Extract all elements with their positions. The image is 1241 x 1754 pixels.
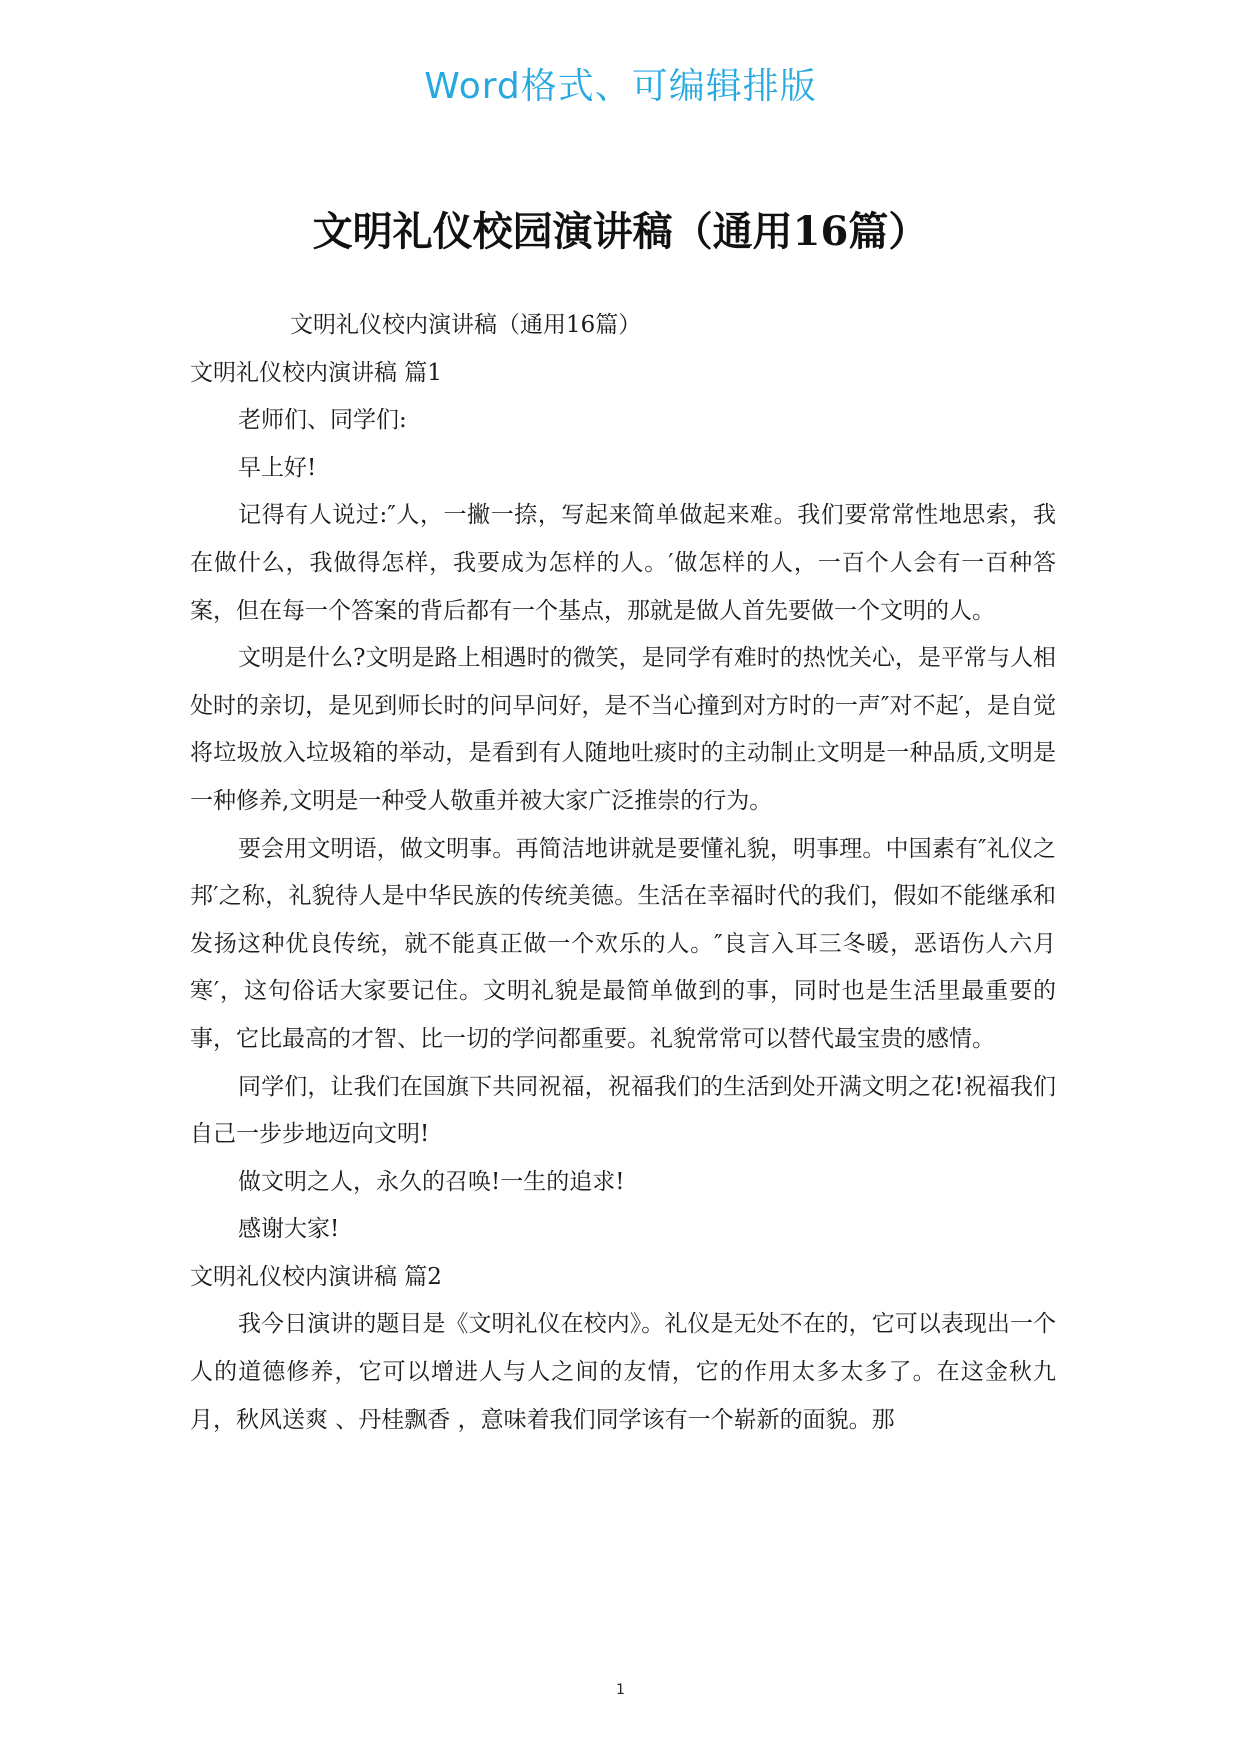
paragraph: 早上好! xyxy=(238,454,317,481)
document-banner: Word格式、可编辑排版 xyxy=(424,66,817,107)
paragraph: 文明是什么?文明是路上相遇时的微笑，是同学有难时的热忱关心，是平常与人相处时的亲切，是见到师长时的问早问好，是不当心撞到对方时的一声″对不起′，是自觉将垃圾放入垃圾箱的举动，是看到有人随地吐痰时的主动制止文明是一种品质,文明是一种修养,文明是一种受人敬重并被大家广泛推崇的行为。 xyxy=(190,645,1056,814)
paragraph: 同学们，让我们在国旗下共同祝福，祝福我们的生活到处开满文明之花!祝福我们自己一步步地迈向文明! xyxy=(190,1073,1056,1148)
section-heading: 文明礼仪校内演讲稿 篇1 xyxy=(190,359,442,386)
section-heading: 文明礼仪校内演讲稿 篇2 xyxy=(190,1263,442,1290)
paragraph: 记得有人说过:″人，一撇一捺，写起来简单做起来难。我们要常常性地思索，我在做什么，我做得怎样，我要成为怎样的人。′做怎样的人，一百个人会有一百种答案，但在每一个答案的背后都有一个基点，那就是做人首先要做一个文明的人。 xyxy=(190,502,1056,624)
paragraph: 老师们、同学们: xyxy=(238,407,407,434)
paragraph: 感谢大家! xyxy=(238,1216,340,1243)
document-subtitle: 文明礼仪校内演讲稿（通用16篇） xyxy=(290,312,642,338)
document-body xyxy=(190,302,1056,1444)
page-number: 1 xyxy=(616,1682,625,1698)
paragraph: 我今日演讲的题目是《文明礼仪在校内》。礼仪是无处不在的，它可以表现出一个人的道德修养，它可以增进人与人之间的友情，它的作用太多太多了。在这金秋九月，秋风送爽 、丹桂飘香 ，意味着我们同学该有一个崭新的面貌。那 xyxy=(190,1311,1056,1433)
document-title: 文明礼仪校园演讲稿（通用16篇） xyxy=(312,208,929,255)
paragraph: 要会用文明语，做文明事。再简洁地讲就是要懂礼貌，明事理。中国素有″礼仪之邦′之称，礼貌待人是中华民族的传统美德。生活在幸福时代的我们，假如不能继承和发扬这种优良传统，就不能真正做一个欢乐的人。″良言入耳三冬暖，恶语伤人六月寒′，这句俗话大家要记住。文明礼貌是最简单做到的事，同时也是生活里最重要的事，它比最高的才智、比一切的学问都重要。礼貌常常可以替代最宝贵的感情。 xyxy=(190,835,1056,1052)
paragraph: 做文明之人，永久的召唤!一生的追求! xyxy=(238,1168,625,1195)
